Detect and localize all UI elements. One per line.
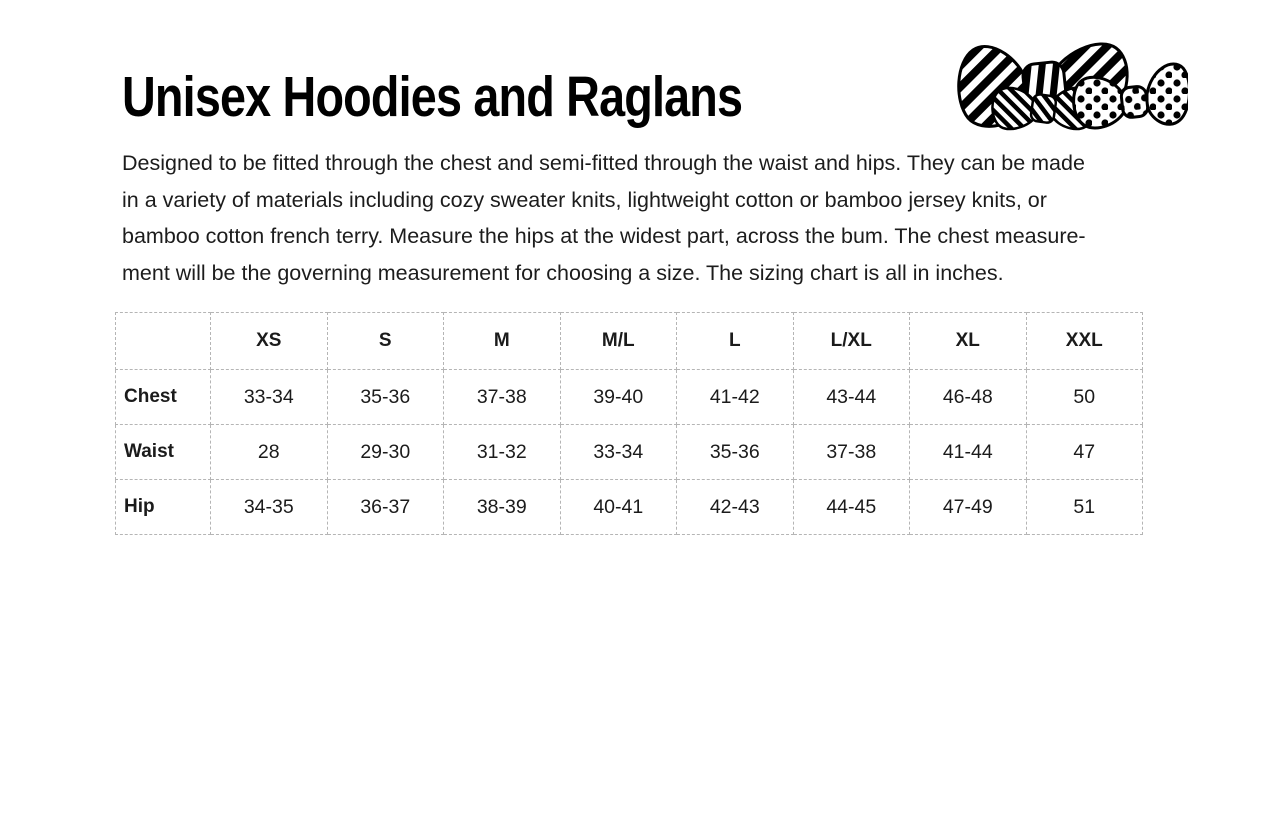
table-row-hip <box>116 480 1143 535</box>
size-cell: 34-35 <box>211 480 328 535</box>
size-cell: 28 <box>211 425 328 480</box>
size-cell: 40-41 <box>560 480 677 535</box>
corner-cell <box>116 313 211 370</box>
intro-line: Designed to be fitted through the chest and semi-fitted through the waist and hips. They can be made <box>122 151 1085 175</box>
bow-ties-logo <box>948 30 1188 135</box>
size-cell: 37-38 <box>444 370 561 425</box>
size-cell: 37-38 <box>793 425 910 480</box>
intro-line: in a variety of materials including cozy sweater knits, lightweight cotton or bamboo jersey knits, or <box>122 187 1047 212</box>
size-cell: 41-42 <box>677 370 794 425</box>
column-header-ml: M/L <box>560 313 677 370</box>
size-cell: 35-36 <box>677 425 794 480</box>
table-row-chest <box>116 370 1143 425</box>
size-cell: 29-30 <box>327 425 444 480</box>
size-chart-header-row <box>116 313 1143 370</box>
size-cell: 47 <box>1026 425 1143 480</box>
column-header-s: S <box>327 313 444 370</box>
size-cell: 33-34 <box>211 370 328 425</box>
size-cell: 33-34 <box>560 425 677 480</box>
size-cell: 31-32 <box>444 425 561 480</box>
size-cell: 41-44 <box>910 425 1027 480</box>
intro-paragraph <box>122 145 1086 291</box>
size-cell: 44-45 <box>793 480 910 535</box>
size-cell: 36-37 <box>327 480 444 535</box>
column-header-xxl: XXL <box>1026 313 1143 370</box>
size-chart-table <box>115 312 1143 535</box>
column-header-l: L <box>677 313 794 370</box>
size-cell: 51 <box>1026 480 1143 535</box>
size-cell: 39-40 <box>560 370 677 425</box>
size-cell: 35-36 <box>327 370 444 425</box>
column-header-xs: XS <box>211 313 328 370</box>
column-header-m: M <box>444 313 561 370</box>
row-label-hip: Hip <box>116 480 211 535</box>
size-cell: 50 <box>1026 370 1143 425</box>
intro-line: ment will be the governing measurement for choosing a size. The sizing chart is all in inches. <box>122 260 1004 285</box>
intro-line: bamboo cotton french terry. Measure the hips at the widest part, across the bum. The chest measure- <box>122 224 1086 248</box>
size-cell: 38-39 <box>444 480 561 535</box>
size-cell: 47-49 <box>910 480 1027 535</box>
column-header-lxl: L/XL <box>793 313 910 370</box>
row-label-waist: Waist <box>116 425 211 480</box>
size-cell: 42-43 <box>677 480 794 535</box>
size-cell: 46-48 <box>910 370 1027 425</box>
page-title: Unisex Hoodies and Raglans <box>122 65 743 129</box>
size-cell: 43-44 <box>793 370 910 425</box>
column-header-xl: XL <box>910 313 1027 370</box>
row-label-chest: Chest <box>116 370 211 425</box>
table-row-waist <box>116 425 1143 480</box>
